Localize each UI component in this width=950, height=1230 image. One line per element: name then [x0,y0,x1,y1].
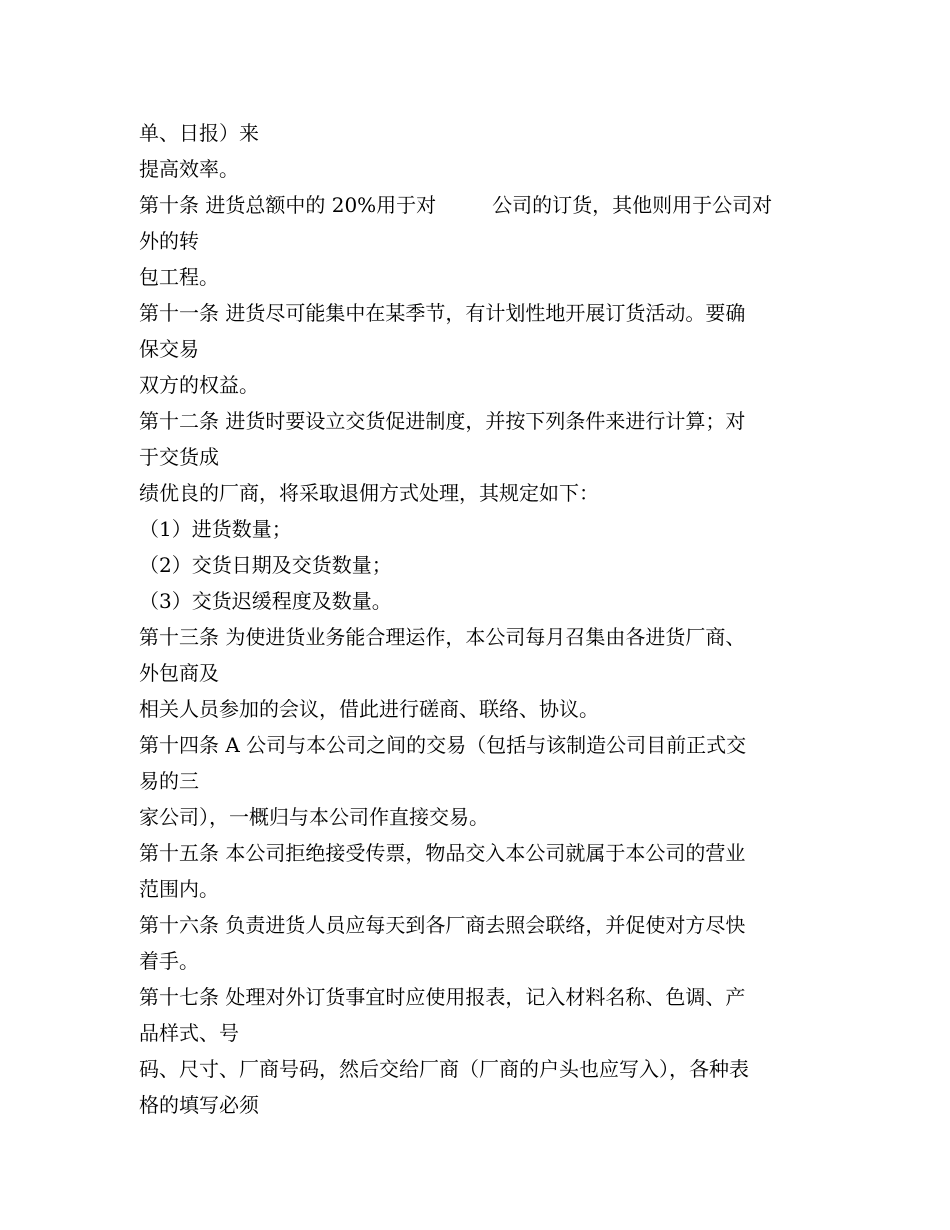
text-line: 家公司），一概归与本公司作直接交易。 [139,805,489,829]
text-line: 第十一条 进货尽可能集中在某季节，有计划性地开展订货活动。要确 [139,301,746,325]
text-line: 外包商及 [139,661,219,685]
text-line: 码、尺寸、厂商号码，然后交给厂商（厂商的户头也应写入），各种表 [139,1057,749,1081]
text-line: 易的三 [139,769,199,793]
text-line: 相关人员参加的会议，借此进行磋商、联络、协议。 [139,697,599,721]
text-line: 品样式、号 [139,1021,239,1045]
list-item: （3）交货迟缓程度及数量。 [139,589,392,613]
text-line: 第十四条 A 公司与本公司之间的交易（包括与该制造公司目前正式交 [139,733,747,757]
text-line: 外的转 [139,229,199,253]
text-line: 着手。 [139,949,199,973]
text-line: 保交易 [139,337,199,361]
text-line: 双方的权益。 [139,373,259,397]
text-line: 绩优良的厂商，将采取退佣方式处理，其规定如下： [139,481,599,505]
text-line: 第十七条 处理对外订货事宜时应使用报表，记入材料名称、色调、产 [139,985,746,1009]
text-line: 格的填写必须 [139,1093,259,1117]
text-segment: 公司的订货，其他则用于公司对 [492,193,773,217]
document-body [139,115,819,1123]
text-line: 第十五条 本公司拒绝接受传票，物品交入本公司就属于本公司的营业 [139,841,746,865]
text-segment: 第十条 进货总额中的 20%用于对 [139,193,437,217]
text-line: 第十六条 负责进货人员应每天到各厂商去照会联络，并促使对方尽快 [139,913,746,937]
list-item: （1）进货数量； [139,517,292,541]
list-item: （2）交货日期及交货数量； [139,553,392,577]
text-line: 范围内。 [139,877,219,901]
text-line: 第十二条 进货时要设立交货促进制度，并按下列条件来进行计算；对 [139,409,746,433]
text-line: 包工程。 [139,265,219,289]
text-line: 单、日报）来 [139,121,259,145]
text-line: 第十三条 为使进货业务能合理运作，本公司每月召集由各进货厂商、 [139,625,746,649]
text-line: 提高效率。 [139,157,239,181]
text-line [139,187,819,223]
text-line: 于交货成 [139,445,219,469]
